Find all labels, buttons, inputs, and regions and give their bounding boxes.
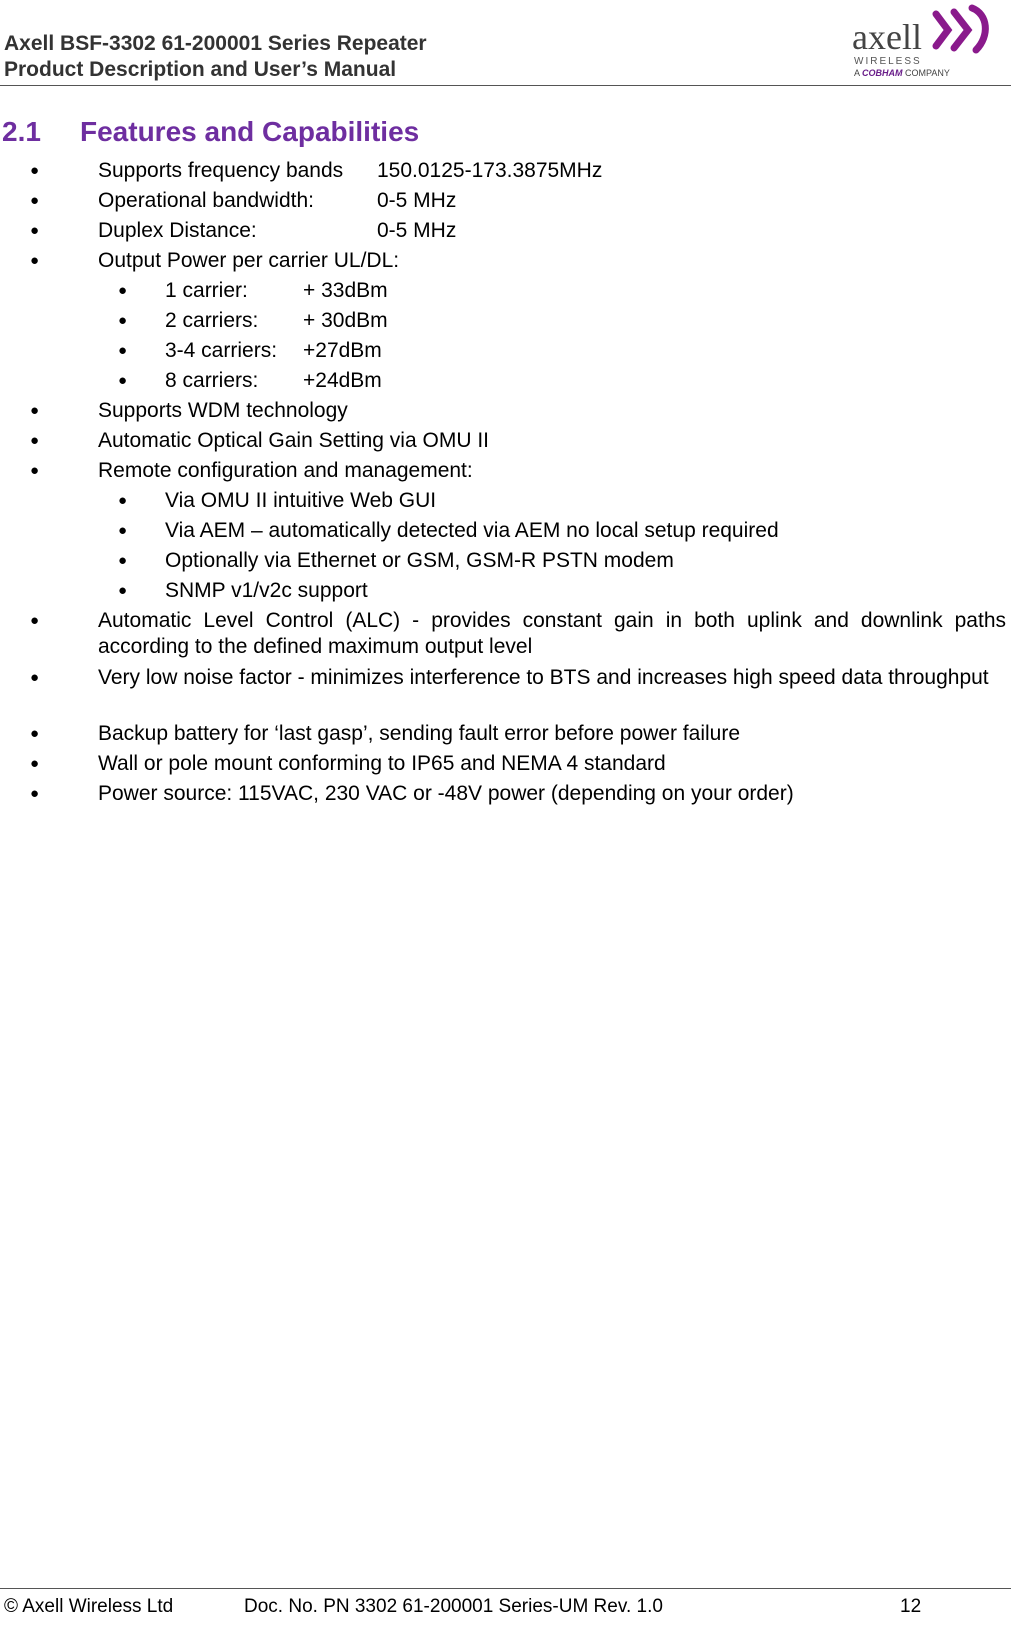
list-item: Power source: 115VAC, 230 VAC or -48V power (depending on your order) [98,782,794,805]
item-value: 150.0125-173.3875MHz [377,159,603,182]
logo-company: A COBHAM COMPANY [854,68,950,78]
section-number: 2.1 [2,116,41,147]
bullet-icon: ● [118,582,128,599]
bullet-icon: ● [118,492,128,509]
bullet-icon: ● [30,162,40,179]
bullet-icon: ● [30,785,40,802]
item-value: + 30dBm [303,309,388,332]
logo-tagline: WIRELESS [854,56,922,67]
header-divider [0,85,1011,86]
section-heading [2,116,419,148]
list-item: Via AEM – automatically detected via AEM no local setup required [165,519,779,542]
axell-logo [852,0,992,82]
item-label: 1 carrier: [165,279,248,302]
header-title-line1: Axell BSF-3302 61-200001 Series Repeater [4,32,427,55]
footer-divider [0,1588,1011,1589]
page-header [0,0,1011,88]
bullet-icon: ● [30,252,40,269]
bullet-icon: ● [30,669,40,686]
item-label: 3-4 carriers: [165,339,278,362]
logo-chevrons-icon [932,0,994,56]
list-item: Backup battery for ‘last gasp’, sending fault error before power failure [98,722,741,745]
footer-copyright: © Axell Wireless Ltd [4,1596,174,1617]
footer-page-number: 12 [900,1596,922,1617]
list-item: Via OMU II intuitive Web GUI [165,489,437,512]
item-value: +27dBm [303,339,382,362]
bullet-icon: ● [118,282,128,299]
list-item: Wall or pole mount conforming to IP65 and NEMA 4 standard [98,752,666,775]
list-item: Supports WDM technology [98,399,348,422]
bullet-icon: ● [30,432,40,449]
item-value: 0-5 MHz [377,219,457,242]
bullet-icon: ● [30,192,40,209]
list-item: Optionally via Ethernet or GSM, GSM-R PSTN modem [165,549,674,572]
item-label: 2 carriers: [165,309,259,332]
list-item: Automatic Optical Gain Setting via OMU II [98,429,489,452]
footer-doc-number: Doc. No. PN 3302 61-200001 Series-UM Rev. 1.0 [244,1596,663,1617]
bullet-icon: ● [118,522,128,539]
list-item [98,158,343,184]
bullet-icon: ● [30,462,40,479]
bullet-icon: ● [30,222,40,239]
bullet-icon: ● [118,552,128,569]
item-value: + 33dBm [303,279,388,302]
bullet-icon: ● [30,612,40,629]
list-item: Automatic Level Control (ALC) - provides constant gain in both uplink and downlink paths according to the defined maximum output level [98,609,1006,658]
list-item: Very low noise factor - minimizes interference to BTS and increases high speed data throughput [98,666,989,689]
bullet-icon: ● [118,312,128,329]
bullet-icon: ● [118,372,128,389]
bullet-icon: ● [30,755,40,772]
item-label: Operational bandwidth: [98,189,314,212]
list-item: Output Power per carrier UL/DL: [98,249,400,272]
item-label: Duplex Distance: [98,219,257,242]
list-item: SNMP v1/v2c support [165,579,368,602]
list-item: Remote configuration and management: [98,459,473,482]
header-title-line2: Product Description and User’s Manual [4,58,397,81]
logo-wordmark: axell [852,17,922,57]
item-label: 8 carriers: [165,369,259,392]
item-label: Supports frequency bands [98,159,344,182]
bullet-icon: ● [30,725,40,742]
bullet-icon: ● [118,342,128,359]
item-value: +24dBm [303,369,382,392]
section-title: Features and Capabilities [80,116,420,147]
bullet-icon: ● [30,402,40,419]
item-value: 0-5 MHz [377,189,457,212]
